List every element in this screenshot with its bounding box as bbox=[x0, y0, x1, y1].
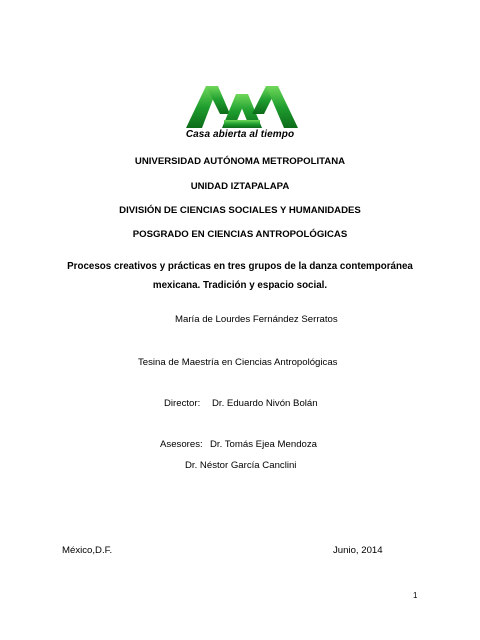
director-label: Director: bbox=[164, 398, 201, 409]
unit-name: UNIDAD IZTAPALAPA bbox=[190, 181, 290, 192]
degree-line: Tesina de Maestría en Ciencias Antropológicas bbox=[138, 357, 338, 368]
advisors-label: Asesores: bbox=[160, 439, 203, 450]
logo-motto: Casa abierta al tiempo bbox=[185, 129, 295, 140]
university-name: UNIVERSIDAD AUTÓNOMA METROPOLITANA bbox=[134, 156, 346, 167]
thesis-title-line2: mexicana. Tradición y espacio social. bbox=[152, 280, 328, 291]
date: Junio, 2014 bbox=[333, 545, 383, 556]
page-number: 1 bbox=[413, 591, 418, 600]
place: México,D.F. bbox=[62, 545, 113, 556]
program-name: POSGRADO EN CIENCIAS ANTROPOLÓGICAS bbox=[132, 229, 348, 240]
division-name: DIVISIÓN DE CIENCIAS SOCIALES Y HUMANIDADES bbox=[119, 205, 361, 216]
director-name: Dr. Eduardo Nivón Bolán bbox=[212, 398, 318, 409]
thesis-title-line1: Procesos creativos y prácticas en tres grupos de la danza contemporánea bbox=[67, 261, 413, 272]
advisor-name-2: Dr. Néstor García Canclini bbox=[185, 460, 297, 471]
advisor-name-1: Dr. Tomás Ejea Mendoza bbox=[210, 439, 318, 450]
thesis-title bbox=[44, 257, 436, 295]
author-name: María de Lourdes Fernández Serratos bbox=[175, 314, 338, 325]
